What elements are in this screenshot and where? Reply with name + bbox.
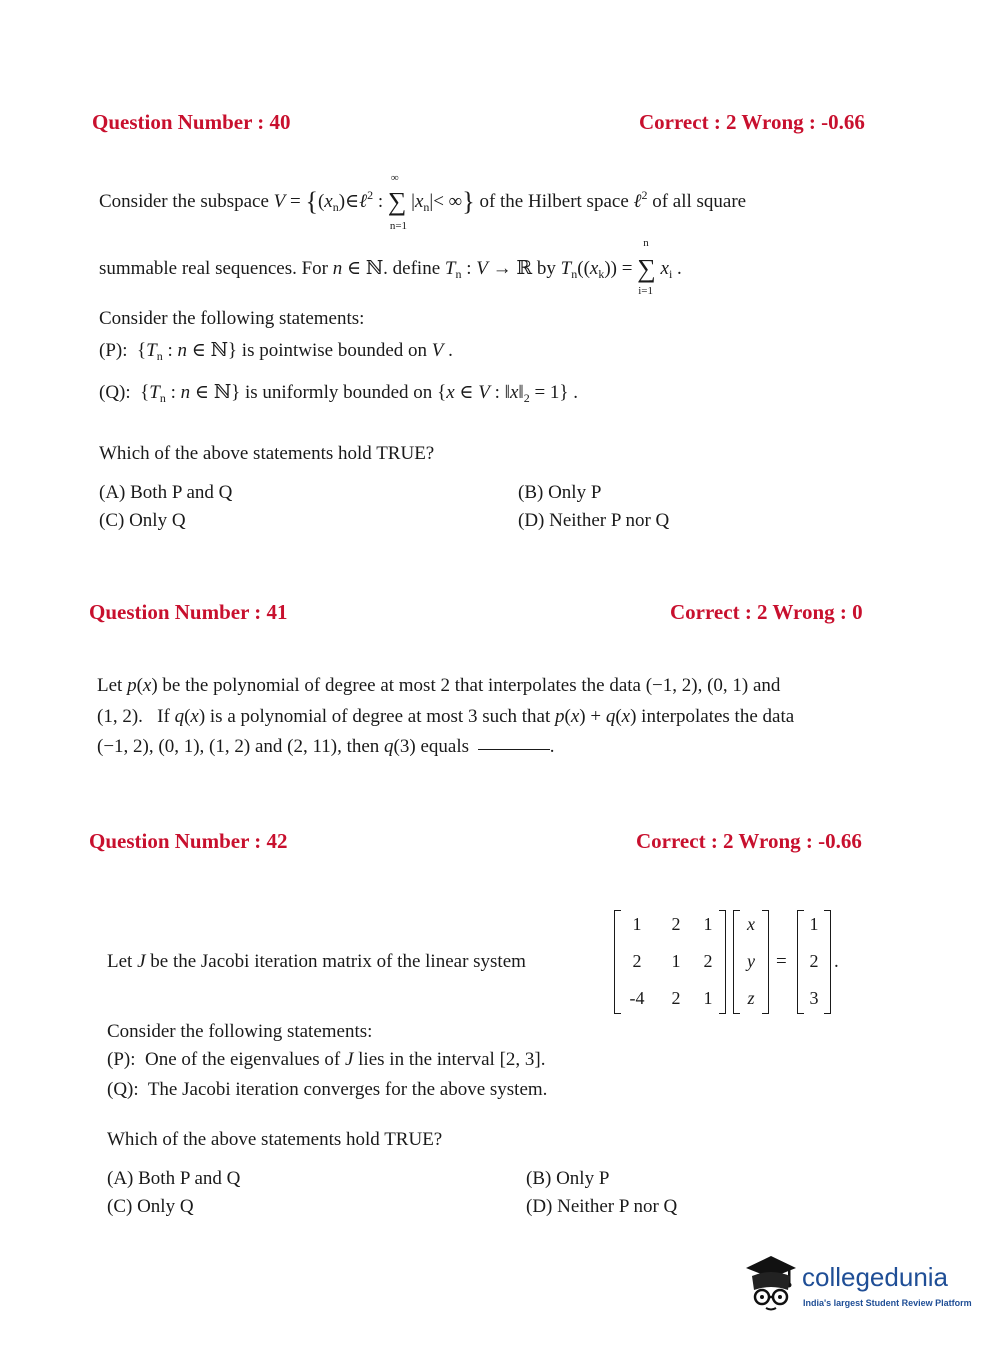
q42-line-a: Let	[107, 951, 133, 972]
q40-statement-p: (P): {$T_n$ : n ∈ ℕ} is pointwise bounded on V .	[99, 340, 453, 363]
logo-tagline: India's largest Student Review Platform	[803, 1298, 972, 1308]
collegedunia-logo	[740, 1250, 980, 1320]
q42-unknown-vector	[733, 910, 769, 1014]
q40-marks: Correct : 2 Wrong : -0.66	[639, 110, 865, 134]
q41-line2-c: such that	[482, 706, 551, 727]
q42-p-interval: [2, 3].	[499, 1049, 546, 1070]
q42-line-b: be the Jacobi iteration matrix of the linear system	[150, 951, 526, 972]
q40-line2-a: summable real sequences. For	[99, 258, 328, 279]
q41-line2-a: If	[157, 706, 170, 727]
q40-option-d: (D) Neither P nor Q	[518, 510, 670, 531]
q41-line3: (−1, 2), (0, 1), (1, 2) and (2, 11), then q(3) equals .	[97, 736, 555, 757]
q41-title: Question Number : 41	[89, 600, 288, 624]
matrix-cell: 1	[703, 988, 713, 1008]
q42-coefficient-matrix	[614, 910, 726, 1014]
vector-cell: 2	[809, 951, 819, 971]
q42-option-c: (C) Only Q	[107, 1196, 194, 1217]
q42-statement-q	[107, 1079, 547, 1101]
q40-option-b: (B) Only P	[518, 482, 602, 503]
q40-line2-b: . define	[383, 258, 441, 279]
q40-line1-a: Consider the subspace	[99, 191, 269, 212]
matrix-cell: 2	[671, 914, 681, 934]
q40-consider: Consider the following statements:	[99, 308, 365, 329]
q42-q-label: (Q):	[107, 1079, 139, 1100]
q41-answer-blank	[478, 749, 550, 750]
q42-which: Which of the above statements hold TRUE?	[107, 1129, 443, 1150]
q42-statement-p: (P): One of the eigenvalues of J lies in the interval [2, 3].	[107, 1049, 546, 1070]
vector-cell: 1	[809, 914, 819, 934]
q41-marks: Correct : 2 Wrong : 0	[670, 600, 863, 624]
q41-line1-d: and	[753, 675, 781, 696]
q41-line3-a: and	[254, 736, 283, 757]
mascot-icon	[740, 1250, 802, 1314]
q41-line1-b: be the polynomial of degree at most	[162, 675, 436, 696]
q42-consider: Consider the following statements:	[107, 1021, 373, 1042]
q42-option-a: (A) Both P and Q	[107, 1168, 241, 1189]
q40-option-a: (A) Both P and Q	[99, 482, 233, 503]
q40-which: Which of the above statements hold TRUE?	[99, 443, 435, 464]
q41-line2-b: is a polynomial of degree at most	[209, 706, 464, 727]
q42-line: Let J be the Jacobi iteration matrix of the linear system	[107, 951, 526, 972]
q42-title: Question Number : 42	[89, 829, 288, 853]
q41-line1: Let p(x) be the polynomial of degree at most 2 that interpolates the data (−1, 2), (0, 1) and	[97, 675, 781, 696]
q40-line1-b: of the Hilbert space	[479, 191, 629, 212]
q42-rhs-vector	[797, 910, 831, 1014]
q40-p-text: is pointwise bounded on	[241, 340, 428, 361]
q41-line3-b: , then	[337, 736, 380, 757]
matrix-cell: -4	[629, 988, 645, 1008]
matrix-cell: 2	[671, 988, 681, 1008]
q42-marks: Correct : 2 Wrong : -0.66	[636, 829, 862, 853]
q41-line3-c: equals	[420, 736, 469, 757]
q42-p-text-a: One of the eigenvalues of	[145, 1049, 341, 1070]
q40-line2: summable real sequences. For n ∈ ℕ. define $T_n$ : V → ℝ by $T_n((x_k))$ = n ∑ i=1 $x_i$ .	[99, 237, 682, 297]
q41-line1-a: Let	[97, 675, 123, 696]
q41-line1-c: that interpolates the data	[454, 675, 641, 696]
q42-p-text-b: lies in the interval	[358, 1049, 495, 1070]
vector-cell: x	[747, 914, 755, 934]
q40-line1-c: of all square	[652, 191, 747, 212]
q42-period: .	[834, 951, 839, 972]
q40-p-label: (P):	[99, 340, 128, 361]
q40-title: Question Number : 40	[92, 110, 291, 134]
q41-line2: (1, 2). If q(x) is a polynomial of degree at most 3 such that p(x) + q(x) interpolates the data	[97, 706, 795, 727]
q42-equals: =	[776, 951, 787, 972]
q42-option-d: (D) Neither P nor Q	[526, 1196, 678, 1217]
q42-q-text: The Jacobi iteration converges for the above system.	[147, 1079, 548, 1100]
q41-line2-d: interpolates the data	[641, 706, 795, 727]
vector-cell: z	[747, 988, 755, 1008]
q40-line1: Consider the subspace $V = \{(x_n)\in\ell^2$ : ∞ ∑ n=1 $|x_n|<$ ∞} of the Hilbert space ℓ$^2$ of all square	[99, 172, 747, 232]
vector-cell: 3	[809, 988, 819, 1008]
q40-line2-c: by	[536, 258, 556, 279]
matrix-cell: 1	[632, 914, 642, 934]
vector-cell: y	[747, 951, 755, 971]
q40-q-text: is uniformly bounded on	[244, 382, 433, 403]
matrix-cell: 2	[632, 951, 642, 971]
matrix-cell: 1	[703, 914, 713, 934]
q40-option-c: (C) Only Q	[99, 510, 186, 531]
q42-option-b: (B) Only P	[526, 1168, 610, 1189]
logo-wordmark: collegedunia	[802, 1262, 949, 1292]
q40-statement-q: (Q): {$T_n$ : n ∈ ℕ} is uniformly bounded on {x ∈ V : $‖x‖_2 = 1$} .	[99, 382, 579, 405]
q42-p-label: (P):	[107, 1049, 136, 1070]
q40-q-label: (Q):	[99, 382, 131, 403]
matrix-cell: 1	[671, 951, 681, 971]
matrix-cell: 2	[703, 951, 713, 971]
